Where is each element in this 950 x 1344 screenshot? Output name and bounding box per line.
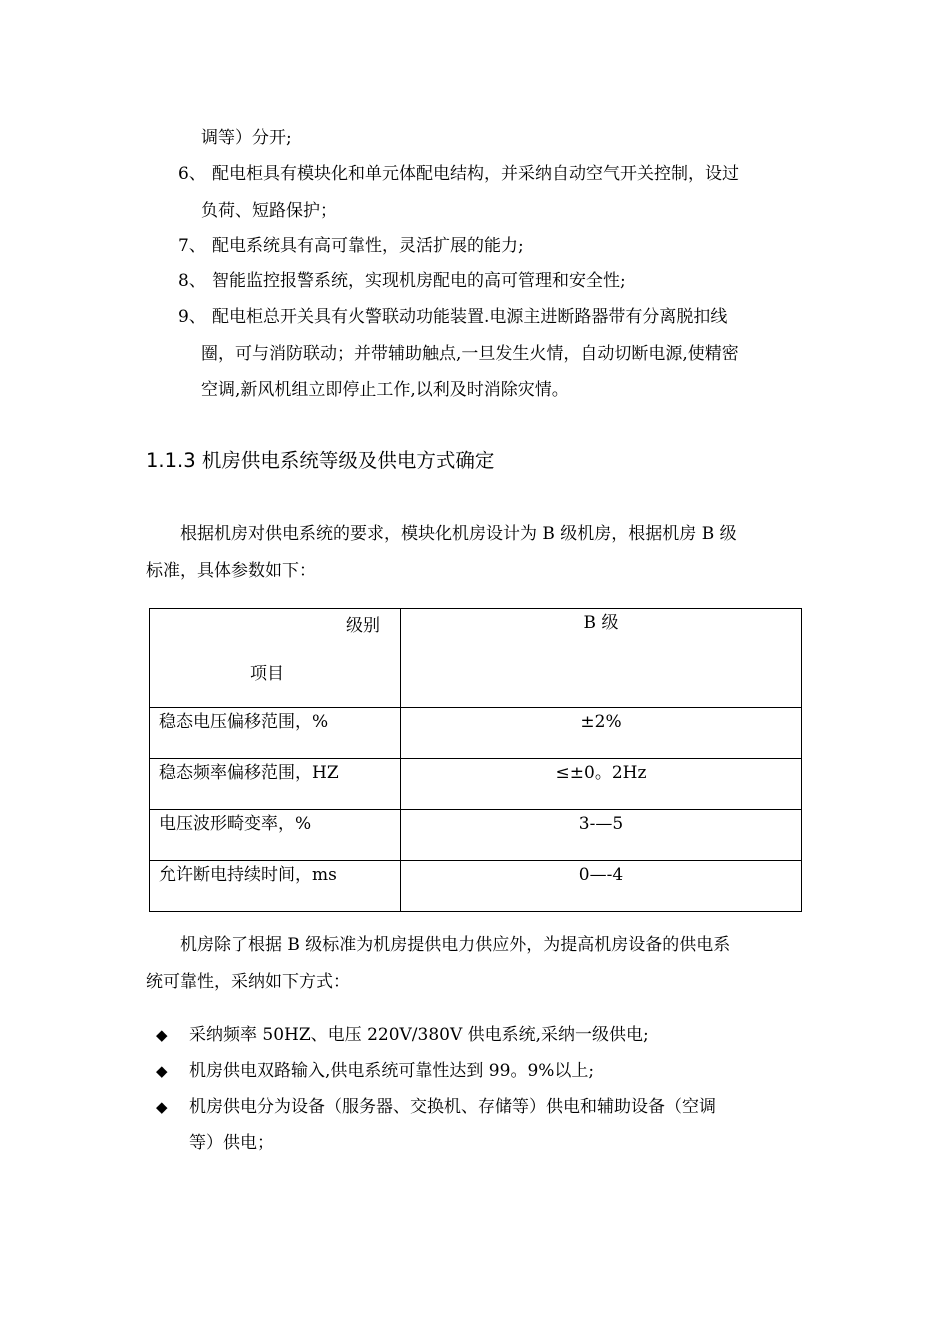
- table-cell-value: ≤±0。2Hz: [555, 763, 647, 783]
- bullet-item-line: 采纳频率 50HZ、电压 220V/380V 供电系统,采纳一级供电;: [189, 1025, 649, 1045]
- list-number: 6、: [178, 164, 206, 184]
- list-item-line: 圈，可与消防联动；并带辅助触点,一旦发生火情，自动切断电源,使精密: [201, 344, 739, 364]
- table-cell-item: 允许断电持续时间，ms: [159, 865, 337, 885]
- table-row: [150, 708, 802, 759]
- table-cell-item: 电压波形畸变率，%: [159, 814, 312, 834]
- table-row: [150, 861, 802, 912]
- bullet-diamond-icon: ◆: [156, 1062, 168, 1080]
- table-cell-item: 稳态电压偏移范围，%: [159, 712, 329, 732]
- bullet-item-line: 机房供电双路输入,供电系统可靠性达到 99。9%以上;: [189, 1061, 595, 1081]
- table-cell-value: ±2%: [580, 712, 622, 732]
- list-number: 9、: [178, 307, 206, 327]
- bullet-item-line: 机房供电分为设备（服务器、交换机、存储等）供电和辅助设备（空调: [189, 1097, 716, 1117]
- table-row: [150, 759, 802, 810]
- list-item-line: 空调,新风机组立即停止工作,以利及时消除灾情。: [201, 380, 569, 400]
- list-item-line: 智能监控报警系统，实现机房配电的高可管理和安全性;: [212, 271, 626, 291]
- table-row: [150, 810, 802, 861]
- paragraph-line: 统可靠性，采纳如下方式：: [146, 972, 350, 992]
- list-item-line: 配电柜总开关具有火警联动功能装置.电源主进断路器带有分离脱扣线: [212, 307, 728, 327]
- paragraph-line: 标准，具体参数如下：: [146, 561, 316, 581]
- header-value-label: B 级: [583, 613, 619, 633]
- list-number: 8、: [178, 271, 206, 291]
- bullet-diamond-icon: ◆: [156, 1098, 168, 1116]
- list-item-line: 配电系统具有高可靠性，灵活扩展的能力;: [212, 236, 524, 256]
- header-level-label: 级别: [346, 616, 380, 636]
- list-item-line: 配电柜具有模块化和单元体配电结构，并采纳自动空气开关控制，设过: [212, 164, 739, 184]
- bullet-item-line: 等）供电；: [189, 1133, 274, 1153]
- section-heading: 1.1.3 机房供电系统等级及供电方式确定: [146, 449, 495, 472]
- header-item-label: 项目: [250, 664, 284, 684]
- table-header-diagonal-cell: [150, 609, 401, 708]
- paragraph-line: 机房除了根据 B 级标准为机房提供电力供应外，为提高机房设备的供电系: [180, 935, 731, 955]
- table-header-cell: [401, 609, 802, 708]
- table-cell-value: 3-—5: [578, 814, 624, 834]
- table-cell-item: 稳态频率偏移范围，HZ: [159, 763, 339, 783]
- table-cell-value: 0—-4: [578, 865, 624, 885]
- spec-table: [149, 608, 802, 912]
- bullet-diamond-icon: ◆: [156, 1026, 168, 1044]
- table-header-row: [150, 609, 802, 708]
- paragraph-line: 根据机房对供电系统的要求，模块化机房设计为 B 级机房，根据机房 B 级: [180, 524, 737, 544]
- list-continuation: 调等）分开;: [201, 128, 292, 148]
- list-number: 7、: [178, 236, 206, 256]
- list-item-line: 负荷、短路保护；: [201, 201, 337, 221]
